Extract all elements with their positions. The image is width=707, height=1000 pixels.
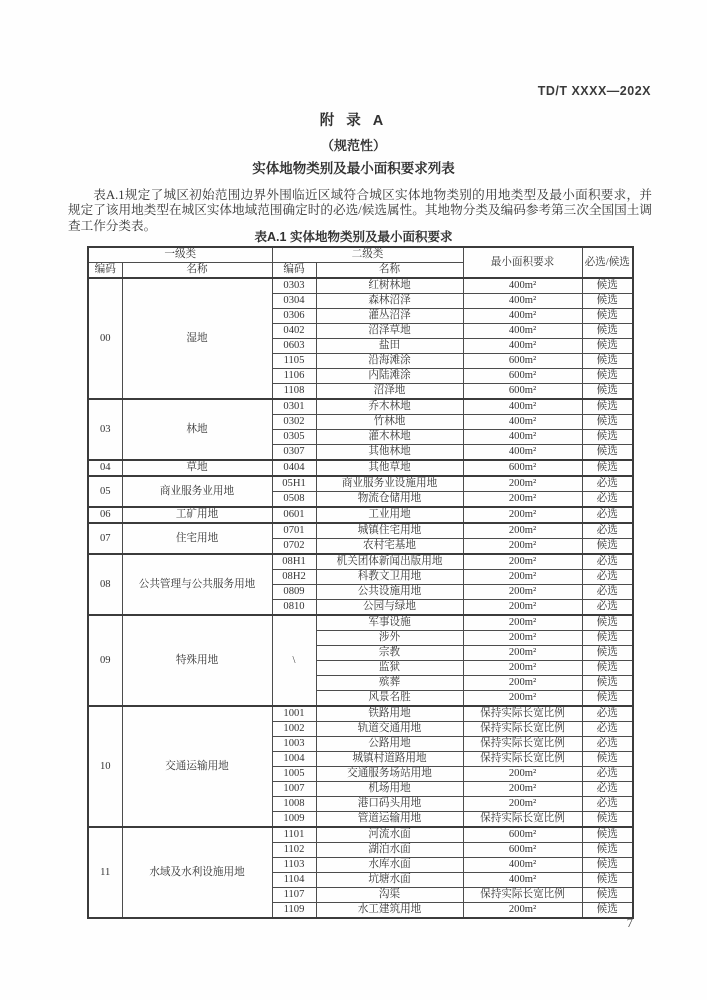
level2-name-cell: 湖泊水面 — [316, 843, 463, 858]
requirement-cell: 候选 — [582, 676, 633, 691]
min-area-cell: 400m² — [463, 294, 582, 309]
level2-name-cell: 风景名胜 — [316, 691, 463, 707]
level2-code-cell: \ — [272, 615, 316, 706]
min-area-cell: 200m² — [463, 691, 582, 707]
level2-code-cell: 1106 — [272, 369, 316, 384]
level2-name-cell: 宗教 — [316, 646, 463, 661]
level2-name-cell: 公园与绿地 — [316, 600, 463, 616]
level2-name-cell: 机关团体新闻出版用地 — [316, 554, 463, 570]
table-row — [88, 278, 633, 294]
level2-code-cell: 0702 — [272, 539, 316, 555]
level1-code-cell: 05 — [88, 476, 122, 507]
level2-code-cell: 0301 — [272, 399, 316, 415]
level2-code-cell: 0302 — [272, 415, 316, 430]
requirement-cell: 必选 — [582, 570, 633, 585]
table-row — [88, 460, 633, 476]
level1-name-cell: 住宅用地 — [122, 523, 272, 554]
min-area-cell: 200m² — [463, 903, 582, 919]
level2-code-cell: 1103 — [272, 858, 316, 873]
min-area-cell: 保持实际长宽比例 — [463, 888, 582, 903]
requirement-cell: 候选 — [582, 369, 633, 384]
table-row — [88, 523, 633, 539]
level2-code-cell: 1102 — [272, 843, 316, 858]
requirement-cell: 候选 — [582, 445, 633, 461]
level1-name-cell: 草地 — [122, 460, 272, 476]
level2-code-cell: 1109 — [272, 903, 316, 919]
level2-code-cell: 1002 — [272, 722, 316, 737]
level2-code-cell: 0307 — [272, 445, 316, 461]
level1-name-cell: 湿地 — [122, 278, 272, 399]
level2-code-cell: 1009 — [272, 812, 316, 828]
table-row — [88, 399, 633, 415]
min-area-cell: 200m² — [463, 646, 582, 661]
level2-code-cell: 0304 — [272, 294, 316, 309]
requirement-cell: 候选 — [582, 691, 633, 707]
level2-code-cell: 0306 — [272, 309, 316, 324]
feature-requirements-table — [87, 246, 634, 919]
level2-name-cell: 坑塘水面 — [316, 873, 463, 888]
level2-name-cell: 其他草地 — [316, 460, 463, 476]
level2-name-cell: 其他林地 — [316, 445, 463, 461]
min-area-cell: 600m² — [463, 384, 582, 400]
min-area-cell: 200m² — [463, 585, 582, 600]
table-caption: 表A.1 实体地物类别及最小面积要求 — [254, 230, 453, 244]
level2-code-cell: 08H1 — [272, 554, 316, 570]
min-area-cell: 保持实际长宽比例 — [463, 752, 582, 767]
standard-code: TD/T XXXX—202X — [537, 84, 651, 98]
requirement-cell: 候选 — [582, 812, 633, 828]
level2-name-cell: 涉外 — [316, 631, 463, 646]
level2-group-header: 二级类 — [272, 247, 463, 263]
level2-code-cell: 0305 — [272, 430, 316, 445]
level2-code-cell: 05H1 — [272, 476, 316, 492]
min-area-cell: 400m² — [463, 339, 582, 354]
requirement-cell: 必选 — [582, 782, 633, 797]
level1-name-cell: 水域及水利设施用地 — [122, 827, 272, 918]
min-area-cell: 400m² — [463, 873, 582, 888]
requirement-cell: 候选 — [582, 384, 633, 400]
level2-code-cell: 0603 — [272, 339, 316, 354]
requirement-cell: 候选 — [582, 415, 633, 430]
requirement-cell: 必选 — [582, 492, 633, 508]
requirement-cell: 必选 — [582, 706, 633, 722]
appendix-title: 附 录 A — [319, 113, 388, 129]
level2-name-cell: 科教文卫用地 — [316, 570, 463, 585]
level2-code-cell: 1107 — [272, 888, 316, 903]
min-area-cell: 600m² — [463, 843, 582, 858]
level2-name-cell: 水库水面 — [316, 858, 463, 873]
level2-name-cell: 轨道交通用地 — [316, 722, 463, 737]
min-area-cell: 400m² — [463, 309, 582, 324]
requirement-cell: 候选 — [582, 631, 633, 646]
min-area-cell: 400m² — [463, 445, 582, 461]
table-row — [88, 827, 633, 843]
level2-name-cell: 工业用地 — [316, 507, 463, 523]
requirement-cell: 候选 — [582, 752, 633, 767]
requirement-cell: 候选 — [582, 646, 633, 661]
min-area-cell: 200m² — [463, 492, 582, 508]
level2-code-cell: 1007 — [272, 782, 316, 797]
min-area-cell: 200m² — [463, 554, 582, 570]
level2-name-cell: 港口码头用地 — [316, 797, 463, 812]
requirement-cell: 候选 — [582, 903, 633, 919]
page-number: 7 — [626, 916, 633, 930]
level1-code-cell: 09 — [88, 615, 122, 706]
level1-name-header: 名称 — [122, 263, 272, 279]
level2-name-cell: 交通服务场站用地 — [316, 767, 463, 782]
level2-code-cell: 0809 — [272, 585, 316, 600]
level2-name-cell: 竹林地 — [316, 415, 463, 430]
level2-code-cell: 08H2 — [272, 570, 316, 585]
level2-name-cell: 公路用地 — [316, 737, 463, 752]
level2-code-cell: 1105 — [272, 354, 316, 369]
min-area-cell: 600m² — [463, 354, 582, 369]
level2-name-cell: 沿海滩涂 — [316, 354, 463, 369]
level2-name-cell: 内陆滩涂 — [316, 369, 463, 384]
level2-code-cell: 0404 — [272, 460, 316, 476]
requirement-cell: 候选 — [582, 278, 633, 294]
level2-name-cell: 铁路用地 — [316, 706, 463, 722]
min-area-cell: 200m² — [463, 507, 582, 523]
level1-name-cell: 特殊用地 — [122, 615, 272, 706]
level1-name-cell: 公共管理与公共服务用地 — [122, 554, 272, 615]
requirement-cell: 候选 — [582, 858, 633, 873]
level2-name-cell: 河流水面 — [316, 827, 463, 843]
level2-code-cell: 0402 — [272, 324, 316, 339]
level2-code-cell: 1001 — [272, 706, 316, 722]
requirement-cell: 必选 — [582, 507, 633, 523]
level1-code-cell: 06 — [88, 507, 122, 523]
table-body — [88, 278, 633, 918]
level2-name-cell: 管道运输用地 — [316, 812, 463, 828]
requirement-cell: 必选 — [582, 476, 633, 492]
min-area-cell: 保持实际长宽比例 — [463, 706, 582, 722]
table-row — [88, 706, 633, 722]
min-area-cell: 200m² — [463, 476, 582, 492]
level2-code-cell: 0303 — [272, 278, 316, 294]
min-area-cell: 200m² — [463, 539, 582, 555]
level2-name-cell: 红树林地 — [316, 278, 463, 294]
intro-paragraph: 表A.1规定了城区初始范围边界外围临近区域符合城区实体地物类别的用地类型及最小面积要求，并规定了该用地类型在城区实体地域范围确定时的必选/候选属性。其地物分类及编码参考第三次全国国土调查工作分类表。 — [68, 187, 652, 233]
level2-code-cell: 0601 — [272, 507, 316, 523]
level1-code-cell: 07 — [88, 523, 122, 554]
level2-code-cell: 1108 — [272, 384, 316, 400]
requirement-cell: 候选 — [582, 873, 633, 888]
min-area-cell: 保持实际长宽比例 — [463, 722, 582, 737]
requirement-cell: 候选 — [582, 339, 633, 354]
level1-code-cell: 00 — [88, 278, 122, 399]
level2-name-cell: 城镇住宅用地 — [316, 523, 463, 539]
level2-code-cell: 0508 — [272, 492, 316, 508]
min-area-cell: 600m² — [463, 369, 582, 384]
requirement-cell: 必选 — [582, 600, 633, 616]
table-row — [88, 615, 633, 631]
level2-code-cell: 1003 — [272, 737, 316, 752]
level2-name-cell: 水工建筑用地 — [316, 903, 463, 919]
table-row — [88, 554, 633, 570]
level2-code-cell: 1101 — [272, 827, 316, 843]
level1-name-cell: 林地 — [122, 399, 272, 460]
level2-code-cell: 1104 — [272, 873, 316, 888]
level2-name-cell: 农村宅基地 — [316, 539, 463, 555]
table-row — [88, 507, 633, 523]
min-area-cell: 400m² — [463, 415, 582, 430]
requirement-cell: 候选 — [582, 309, 633, 324]
requirement-cell: 必选 — [582, 585, 633, 600]
min-area-cell: 400m² — [463, 278, 582, 294]
requirement-cell: 候选 — [582, 430, 633, 445]
level1-code-cell: 03 — [88, 399, 122, 460]
requirement-cell: 候选 — [582, 399, 633, 415]
min-area-cell: 200m² — [463, 661, 582, 676]
level2-code-cell: 1004 — [272, 752, 316, 767]
header-row-groups — [88, 247, 633, 263]
level2-name-cell: 军事设施 — [316, 615, 463, 631]
level1-name-cell: 商业服务业用地 — [122, 476, 272, 507]
level2-name-cell: 盐田 — [316, 339, 463, 354]
requirement-cell: 必选 — [582, 523, 633, 539]
level1-code-header: 编码 — [88, 263, 122, 279]
title-block — [0, 109, 707, 177]
min-area-cell: 400m² — [463, 430, 582, 445]
min-area-cell: 保持实际长宽比例 — [463, 737, 582, 752]
requirement-cell: 必选 — [582, 737, 633, 752]
requirement-cell: 候选 — [582, 354, 633, 369]
requirement-cell: 候选 — [582, 294, 633, 309]
min-area-cell: 200m² — [463, 631, 582, 646]
requirement-header: 必选/候选 — [582, 247, 633, 278]
level1-code-cell: 08 — [88, 554, 122, 615]
min-area-cell: 600m² — [463, 460, 582, 476]
level2-name-cell: 殡葬 — [316, 676, 463, 691]
requirement-cell: 候选 — [582, 615, 633, 631]
requirement-cell: 必选 — [582, 722, 633, 737]
requirement-cell: 候选 — [582, 324, 633, 339]
min-area-header: 最小面积要求 — [463, 247, 582, 278]
level1-name-cell: 交通运输用地 — [122, 706, 272, 827]
level1-name-cell: 工矿用地 — [122, 507, 272, 523]
level2-name-cell: 乔木林地 — [316, 399, 463, 415]
requirement-cell: 候选 — [582, 661, 633, 676]
level2-name-cell: 城镇村道路用地 — [316, 752, 463, 767]
min-area-cell: 200m² — [463, 600, 582, 616]
min-area-cell: 600m² — [463, 827, 582, 843]
min-area-cell: 200m² — [463, 782, 582, 797]
level1-group-header: 一级类 — [88, 247, 272, 263]
level1-code-cell: 11 — [88, 827, 122, 918]
table-row — [88, 476, 633, 492]
appendix-subtitle: 实体地物类别及最小面积要求列表 — [252, 161, 455, 176]
table-header — [88, 247, 633, 278]
level2-name-cell: 森林沼泽 — [316, 294, 463, 309]
level2-code-cell: 1005 — [272, 767, 316, 782]
min-area-cell: 400m² — [463, 399, 582, 415]
level2-code-header: 编码 — [272, 263, 316, 279]
requirement-cell: 候选 — [582, 888, 633, 903]
level2-name-cell: 灌木林地 — [316, 430, 463, 445]
level2-name-cell: 沼泽草地 — [316, 324, 463, 339]
level2-name-cell: 机场用地 — [316, 782, 463, 797]
level2-name-cell: 监狱 — [316, 661, 463, 676]
requirement-cell: 候选 — [582, 460, 633, 476]
min-area-cell: 200m² — [463, 615, 582, 631]
level2-name-cell: 灌丛沼泽 — [316, 309, 463, 324]
level2-code-cell: 0701 — [272, 523, 316, 539]
requirement-cell: 必选 — [582, 554, 633, 570]
level2-name-cell: 商业服务业设施用地 — [316, 476, 463, 492]
level1-code-cell: 04 — [88, 460, 122, 476]
requirement-cell: 必选 — [582, 797, 633, 812]
min-area-cell: 200m² — [463, 797, 582, 812]
min-area-cell: 400m² — [463, 324, 582, 339]
level2-name-cell: 沼泽地 — [316, 384, 463, 400]
normative-label: （规范性） — [320, 138, 386, 153]
min-area-cell: 保持实际长宽比例 — [463, 812, 582, 828]
min-area-cell: 400m² — [463, 858, 582, 873]
requirement-cell: 候选 — [582, 827, 633, 843]
level2-code-cell: 1008 — [272, 797, 316, 812]
level2-name-cell: 公共设施用地 — [316, 585, 463, 600]
requirement-cell: 候选 — [582, 843, 633, 858]
requirement-cell: 候选 — [582, 539, 633, 555]
min-area-cell: 200m² — [463, 570, 582, 585]
min-area-cell: 200m² — [463, 523, 582, 539]
level2-code-cell: 0810 — [272, 600, 316, 616]
requirement-cell: 必选 — [582, 767, 633, 782]
min-area-cell: 200m² — [463, 676, 582, 691]
level2-name-header: 名称 — [316, 263, 463, 279]
level1-code-cell: 10 — [88, 706, 122, 827]
min-area-cell: 200m² — [463, 767, 582, 782]
level2-name-cell: 物流仓储用地 — [316, 492, 463, 508]
level2-name-cell: 沟渠 — [316, 888, 463, 903]
